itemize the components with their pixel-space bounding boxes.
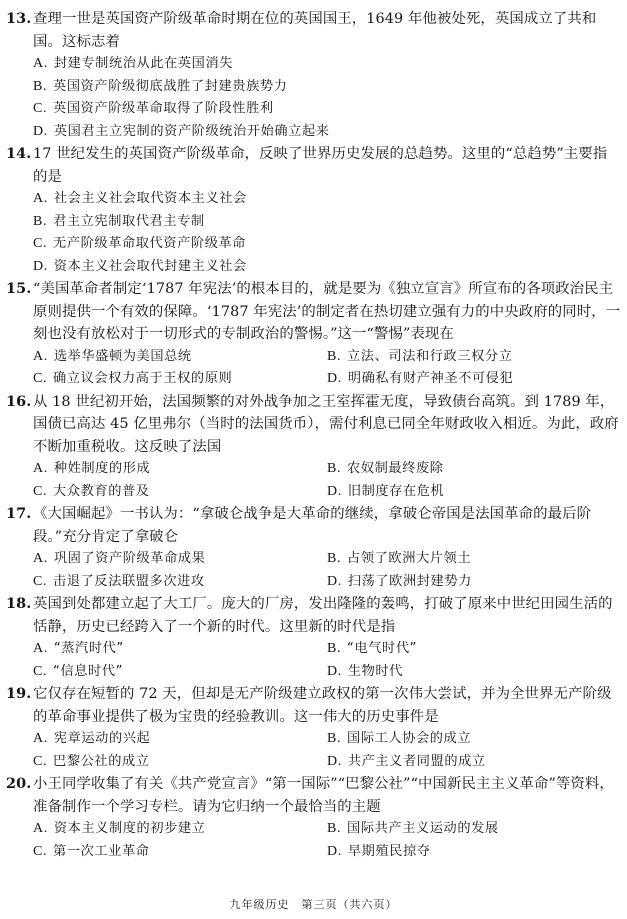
question-number: 13. — [6, 10, 32, 27]
option-d — [327, 571, 621, 594]
option-letter: D. — [327, 483, 342, 499]
option-text: “信息时代” — [53, 663, 124, 679]
option-b — [33, 211, 621, 234]
option-letter: D. — [327, 663, 342, 679]
option-a — [33, 346, 327, 369]
option-letter: B. — [327, 641, 342, 656]
option-letter: A. — [33, 731, 48, 746]
option-d — [327, 661, 621, 684]
option-letter: D. — [327, 573, 342, 589]
option-text: 种姓制度的形成 — [53, 461, 151, 476]
option-d — [327, 368, 621, 391]
option-text: 击退了反法联盟多次进攻 — [53, 573, 205, 589]
option-text: “蒸汽时代” — [53, 641, 124, 656]
option-c — [33, 841, 327, 864]
option-text: 英国君主立宪制的资产阶级统治开始确立起来 — [53, 123, 330, 139]
option-letter: C. — [33, 483, 48, 499]
option-letter: B. — [327, 551, 342, 566]
option-letter: B. — [327, 731, 342, 746]
question-number: 17. — [6, 505, 32, 522]
options — [6, 458, 621, 503]
option-a — [33, 548, 327, 571]
option-text: 立法、司法和行政三权分立 — [347, 348, 513, 364]
option-c — [33, 98, 621, 121]
option-text: 旧制度存在危机 — [347, 483, 445, 499]
question-stem: 英国到处都建立起了大工厂。庞大的厂房，发出隆隆的轰鸣，打破了原来中世纪田园生活的恬静，历史已经跨入了一个新的时代。这里新的时代是指 — [33, 596, 613, 635]
option-b — [33, 76, 621, 99]
question-number: 18. — [6, 595, 32, 612]
option-text: 无产阶级革命取代资产阶级革命 — [53, 236, 247, 251]
option-c — [33, 368, 327, 391]
question-18 — [6, 593, 621, 683]
options — [6, 728, 621, 773]
option-text: 封建专制统治从此在英国消失 — [53, 56, 234, 71]
option-text: 英国资产阶级革命取得了阶段性胜利 — [53, 101, 274, 116]
option-text: 巩固了资产阶级革命成果 — [53, 551, 206, 566]
option-b — [327, 458, 621, 481]
option-letter: A. — [33, 348, 48, 364]
option-b — [327, 728, 621, 751]
question-16 — [6, 391, 621, 504]
option-b — [327, 548, 621, 571]
option-text: 生物时代 — [347, 663, 403, 679]
option-letter: B. — [327, 821, 342, 836]
question-number: 20. — [6, 775, 32, 792]
options — [6, 818, 621, 863]
option-b — [327, 638, 621, 661]
page-footer: 九年级历史 第三页（共六页） — [229, 898, 398, 911]
options — [6, 638, 621, 683]
question-stem: 小王同学收集了有关《共产党宣言》“第一国际”“巴黎公社”“中国新民主主义革命”等资料，准备制作一个学习专栏。请为它归纳一个最恰当的主题 — [33, 776, 614, 815]
question-stem: 17 世纪发生的英国资产阶级革命，反映了世界历史发展的总趋势。这里的“总趋势”主要指的是 — [33, 146, 608, 185]
options — [6, 53, 621, 143]
option-text: 资本主义制度的初步建立 — [53, 821, 206, 836]
option-letter: A. — [33, 461, 48, 476]
question-14 — [6, 143, 621, 278]
question-number: 16. — [6, 392, 32, 410]
option-text: 英国资产阶级彻底战胜了封建贵族势力 — [53, 78, 288, 94]
question-stem: 《大国崛起》一书认为：“拿破仑战争是大革命的继续，拿破仑帝国是法国革命的最后阶段。”充分肯定了拿破仑 — [33, 506, 592, 545]
option-text: 大众教育的普及 — [53, 483, 150, 499]
question-15 — [6, 278, 621, 391]
option-letter: B. — [33, 78, 48, 94]
option-letter: C. — [33, 101, 48, 116]
option-a — [33, 728, 327, 751]
option-d — [33, 121, 621, 144]
option-text: 巴黎公社的成立 — [53, 753, 150, 769]
option-b — [327, 818, 621, 841]
option-letter: D. — [327, 843, 342, 859]
option-a — [33, 818, 327, 841]
option-c — [33, 481, 327, 504]
option-letter: C. — [33, 236, 48, 251]
option-letter: B. — [33, 213, 48, 229]
option-text: 国际共产主义运动的发展 — [347, 821, 499, 836]
option-letter: C. — [33, 843, 48, 859]
question-number: 14. — [6, 145, 32, 162]
option-letter: A. — [33, 191, 48, 206]
option-d — [33, 256, 621, 279]
option-text: 占领了欧洲大片领土 — [347, 551, 472, 566]
option-a — [33, 458, 327, 481]
option-letter: A. — [33, 821, 48, 836]
question-stem: “美国革命者制定‘1787 年宪法’的根本目的，就是要为《独立宣言》所宣布的各项政治民主原则提供一个有效的保障。‘1787 年宪法’的制定者在热切建立强有力的中央政府的同时，一刻也没有放松对于一切形式的专制政治的警惕。”这一“警惕”表现在 — [33, 281, 621, 342]
question-stem: 它仅存在短暂的 72 天，但却是无产阶级建立政权的第一次伟大尝试，并为全世界无产阶级的革命事业提供了极为宝贵的经验教训。这一伟大的历史事件是 — [33, 686, 612, 725]
question-13 — [6, 8, 621, 143]
option-letter: A. — [33, 641, 48, 656]
option-b — [327, 346, 621, 369]
question-stem: 查理一世是英国资产阶级革命时期在位的英国国王，1649 年他被处死，英国成立了共和国。这标志着 — [33, 11, 597, 50]
option-letter: A. — [33, 551, 48, 566]
option-text: 明确私有财产神圣不可侵犯 — [347, 371, 514, 386]
question-19 — [6, 683, 621, 773]
question-stem: 从 18 世纪初开始，法国频繁的对外战争加之王室挥霍无度，导致债台高筑。到 1789 年，国债已高达 45 亿里弗尔（当时的法国货币），需付利息已同全年财政收入相近。为此，政府不断加重税收。这反映了法国 — [33, 393, 619, 455]
option-letter: C. — [33, 753, 48, 769]
options — [6, 188, 621, 278]
options — [6, 548, 621, 593]
option-letter: D. — [327, 753, 342, 769]
option-a — [33, 53, 621, 76]
option-a — [33, 638, 327, 661]
option-letter: C. — [33, 663, 48, 679]
question-number: 19. — [6, 685, 32, 702]
option-d — [327, 751, 621, 774]
option-text: 社会主义社会取代资本主义社会 — [53, 191, 247, 206]
option-c — [33, 571, 327, 594]
option-letter: A. — [33, 56, 48, 71]
option-d — [327, 841, 621, 864]
question-20 — [6, 773, 621, 863]
option-text: 农奴制最终废除 — [347, 461, 444, 476]
option-text: 共产主义者同盟的成立 — [347, 753, 486, 769]
option-letter: C. — [33, 371, 48, 386]
option-text: 确立议会权力高于王权的原则 — [53, 371, 233, 386]
option-text: 君主立宪制取代君主专制 — [53, 213, 205, 229]
option-letter: D. — [33, 123, 48, 139]
option-letter: D. — [327, 371, 342, 386]
option-text: 早期殖民掠夺 — [347, 843, 431, 859]
option-letter: D. — [33, 258, 48, 274]
option-letter: B. — [327, 348, 342, 364]
option-letter: B. — [327, 461, 342, 476]
option-text: “电气时代” — [347, 641, 418, 656]
option-c — [33, 233, 621, 256]
option-text: 选举华盛顿为美国总统 — [53, 348, 192, 364]
option-text: 国际工人协会的成立 — [347, 731, 472, 746]
option-d — [327, 481, 621, 504]
option-text: 第一次工业革命 — [53, 843, 150, 859]
option-a — [33, 188, 621, 211]
option-text: 扫荡了欧洲封建势力 — [347, 573, 472, 589]
option-c — [33, 661, 327, 684]
option-letter: C. — [33, 573, 48, 589]
options — [6, 346, 621, 391]
option-text: 宪章运动的兴起 — [53, 731, 151, 746]
question-17 — [6, 503, 621, 593]
option-c — [33, 751, 327, 774]
option-text: 资本主义社会取代封建主义社会 — [53, 258, 247, 274]
question-number: 15. — [6, 280, 32, 297]
